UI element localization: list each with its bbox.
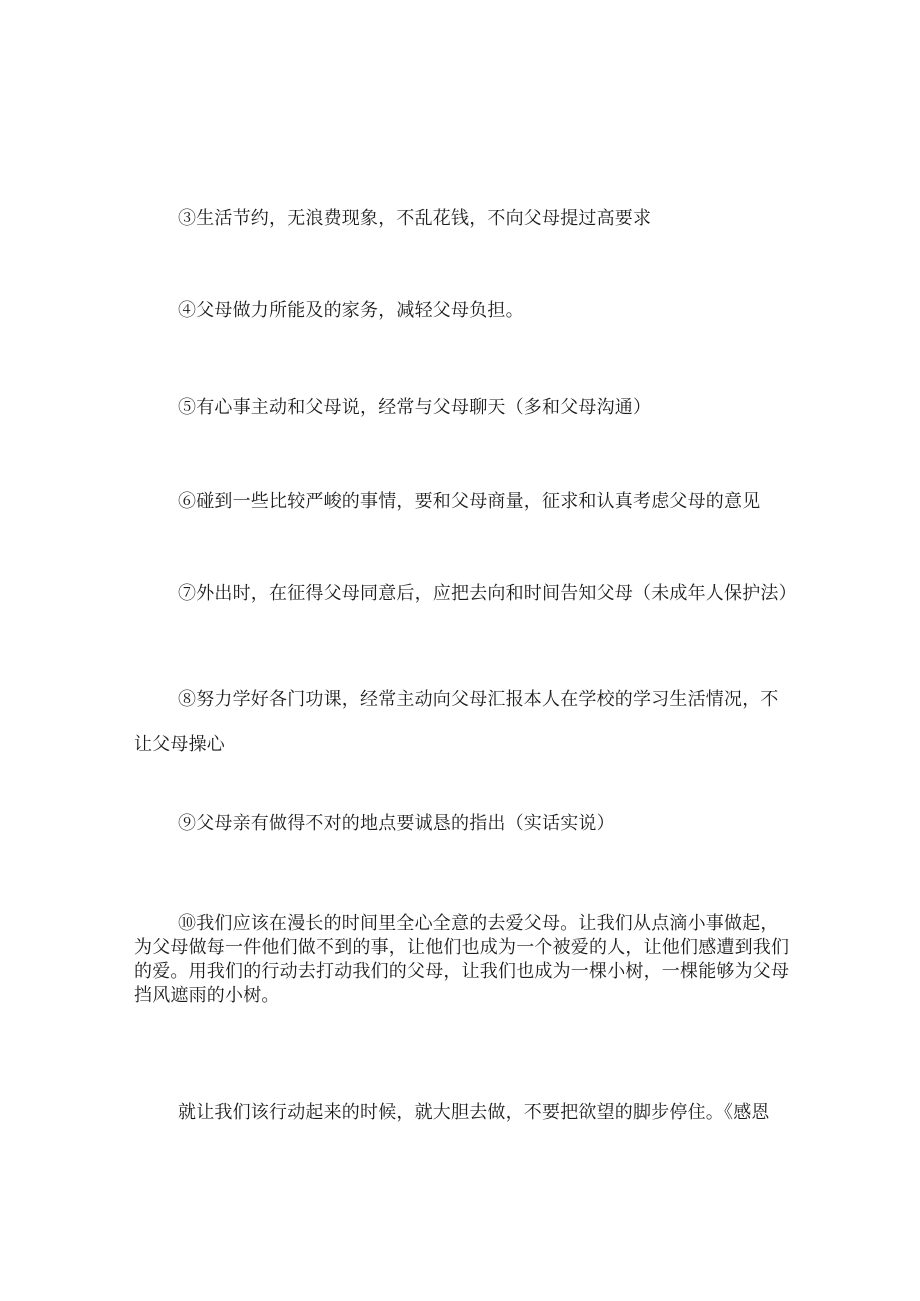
paragraph-3: ③生活节约，无浪费现象，不乱花钱，不向父母提过高要求	[178, 208, 652, 229]
paragraph-10: ⑩我们应该在漫长的时间里全心全意的去爱父母。让我们从点滴小事做起，为父母做每一件他们做不到的事，让他们也成为一个被爱的人，让他们感遭到我们的爱。用我们的行动去打动我们的父母，让我们也成为一棵小树，一棵能够为父母挡风遮雨的小树。	[134, 913, 790, 1006]
paragraph-8: ⑧努力学好各门功课，经常主动向父母汇报本人在学校的学习生活情况，不让父母操心	[134, 689, 779, 755]
paragraph-4: ④父母做力所能及的家务，减轻父母负担。	[178, 300, 524, 321]
paragraph-5: ⑤有心事主动和父母说，经常与父母聊天（多和父母沟通）	[178, 397, 652, 418]
paragraph-7: ⑦外出时，在征得父母同意后，应把去向和时间告知父母（未成年人保护法）	[178, 583, 797, 604]
closing-paragraph: 就让我们该行动起来的时候，就大胆去做，不要把欲望的脚步停住。《感恩	[178, 1102, 770, 1123]
paragraph-6: ⑥碰到一些比较严峻的事情，要和父母商量，征求和认真考虑父母的意见	[178, 491, 761, 512]
paragraph-9: ⑨父母亲有做得不对的地点要诚恳的指出（实话实说）	[178, 813, 615, 834]
